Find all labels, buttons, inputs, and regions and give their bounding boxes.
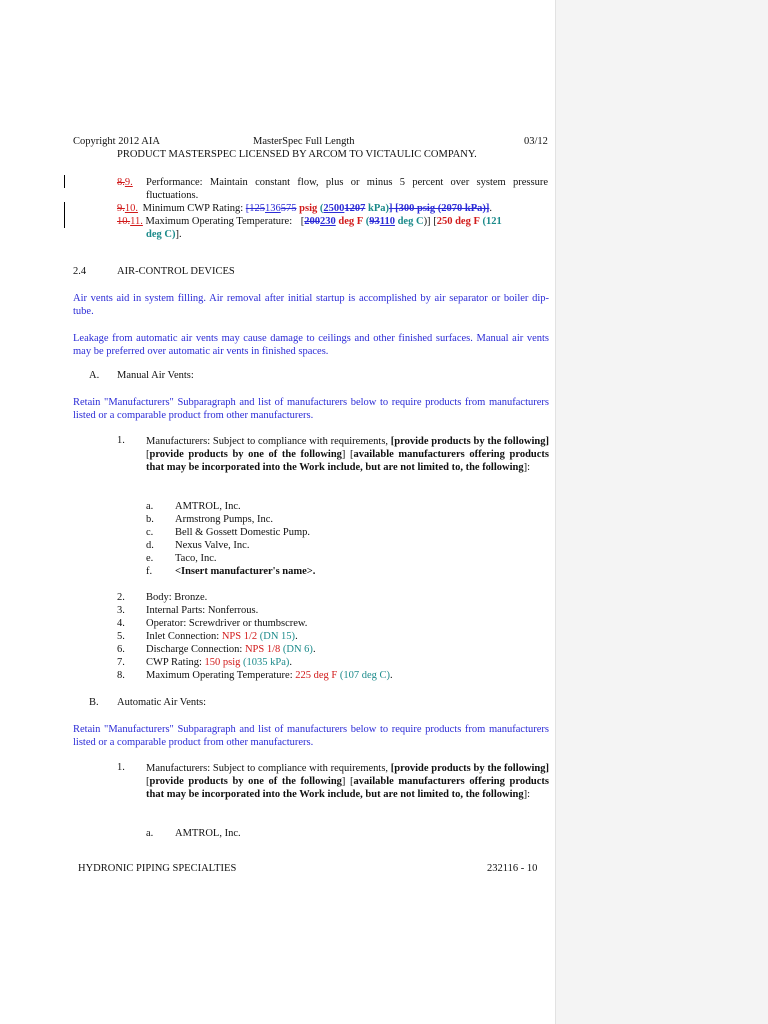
subparagraph-number: 1. — [117, 435, 125, 446]
mfr-name: AMTROL, Inc. — [175, 828, 241, 839]
change-bar — [64, 202, 65, 228]
spec-cwp-rating: CWP Rating: 150 psig (1035 kPa). — [146, 657, 293, 668]
performance-number: 8.9. — [117, 177, 133, 188]
mfr-letter: b. — [146, 514, 154, 525]
spec-number: 8. — [117, 670, 125, 681]
spec-number: 3. — [117, 605, 125, 616]
header-date: 03/12 — [524, 136, 548, 147]
mfr-name: Bell & Gossett Domestic Pump. — [175, 527, 311, 538]
spec-number: 5. — [117, 631, 125, 642]
manufacturers-clause: Manufacturers: Subject to compliance with requirements, [provide products by the following] [provide products by one of the following] [available manufacturers offering products that may be incorporated into the Work include, but are not limited to, the following]: — [146, 763, 550, 800]
footer-page-number: 232116 - 10 — [487, 863, 538, 874]
performance-text: Performance: Maintain constant flow, plus or minus 5 percent over system pressure fluctuations. — [146, 177, 548, 201]
spec-max-temperature: Maximum Operating Temperature: 225 deg F (107 deg C). — [146, 670, 393, 681]
mfr-letter: d. — [146, 540, 154, 551]
editor-note: Leakage from automatic air vents may cause damage to ceilings and other finished surfaces. Manual air vents may be preferred over automatic air vents in finished spaces. — [73, 333, 549, 357]
spec-text: Internal Parts: Nonferrous. — [146, 605, 259, 616]
mfr-name: Nexus Valve, Inc. — [175, 540, 250, 551]
max-temp-line: 10.11. Maximum Operating Temperature: [200230 deg F (93110 deg C)] [250 deg F (121 — [117, 216, 502, 227]
mfr-name: Armstrong Pumps, Inc. — [175, 514, 273, 525]
paragraph-letter-b: B. — [89, 697, 99, 708]
mfr-name-placeholder: <Insert manufacturer's name>. — [175, 566, 316, 577]
spec-text: Operator: Screwdriver or thumbscrew. — [146, 618, 308, 629]
spec-discharge-connection: Discharge Connection: NPS 1/8 (DN 6). — [146, 644, 316, 655]
spec-number: 4. — [117, 618, 125, 629]
footer-section-title: HYDRONIC PIPING SPECIALTIES — [78, 863, 237, 874]
mfr-letter: f. — [146, 566, 153, 577]
editor-note: Retain "Manufacturers" Subparagraph and list of manufacturers below to require products from manufacturers listed or a comparable product from other manufacturers. — [73, 397, 549, 421]
editor-note: Air vents aid in system filling. Air removal after initial startup is accomplished by air separator or boiler dip-tube. — [73, 293, 549, 317]
mfr-name: Taco, Inc. — [175, 553, 217, 564]
comment-margin-pane — [555, 0, 768, 1024]
spec-number: 6. — [117, 644, 125, 655]
mfr-letter: e. — [146, 553, 154, 564]
header-license: PRODUCT MASTERSPEC LICENSED BY ARCOM TO VICTAULIC COMPANY. — [117, 149, 477, 160]
cwp-rating-line: 9.10. Minimum CWP Rating: [125136575 psig (25001207 kPa)] [300 psig (2070 kPa)]. — [117, 203, 492, 214]
mfr-letter: c. — [146, 527, 154, 538]
header-copyright: Copyright 2012 AIA — [73, 136, 160, 147]
manufacturers-clause: Manufacturers: Subject to compliance with requirements, [provide products by the following] [provide products by one of the following] [available manufacturers offering products that may be incorporated into the Work include, but are not limited to, the following]: — [146, 436, 550, 473]
section-number: 2.4 — [73, 266, 87, 277]
manual-air-vents-title: Manual Air Vents: — [117, 370, 194, 381]
spec-text: Body: Bronze. — [146, 592, 208, 603]
spec-number: 7. — [117, 657, 125, 668]
mfr-letter: a. — [146, 501, 154, 512]
automatic-air-vents-title: Automatic Air Vents: — [117, 697, 207, 708]
spec-number: 2. — [117, 592, 125, 603]
header-title: MasterSpec Full Length — [253, 136, 355, 147]
mfr-name: AMTROL, Inc. — [175, 501, 241, 512]
editor-note: Retain "Manufacturers" Subparagraph and list of manufacturers below to require products from manufacturers listed or a comparable product from other manufacturers. — [73, 724, 549, 748]
max-temp-line-cont: deg C)]. — [146, 229, 182, 240]
change-bar — [64, 175, 65, 188]
spec-inlet-connection: Inlet Connection: NPS 1/2 (DN 15). — [146, 631, 298, 642]
mfr-letter: a. — [146, 828, 154, 839]
section-title: AIR-CONTROL DEVICES — [117, 266, 235, 277]
subparagraph-number: 1. — [117, 762, 125, 773]
paragraph-letter-a: A. — [89, 370, 100, 381]
